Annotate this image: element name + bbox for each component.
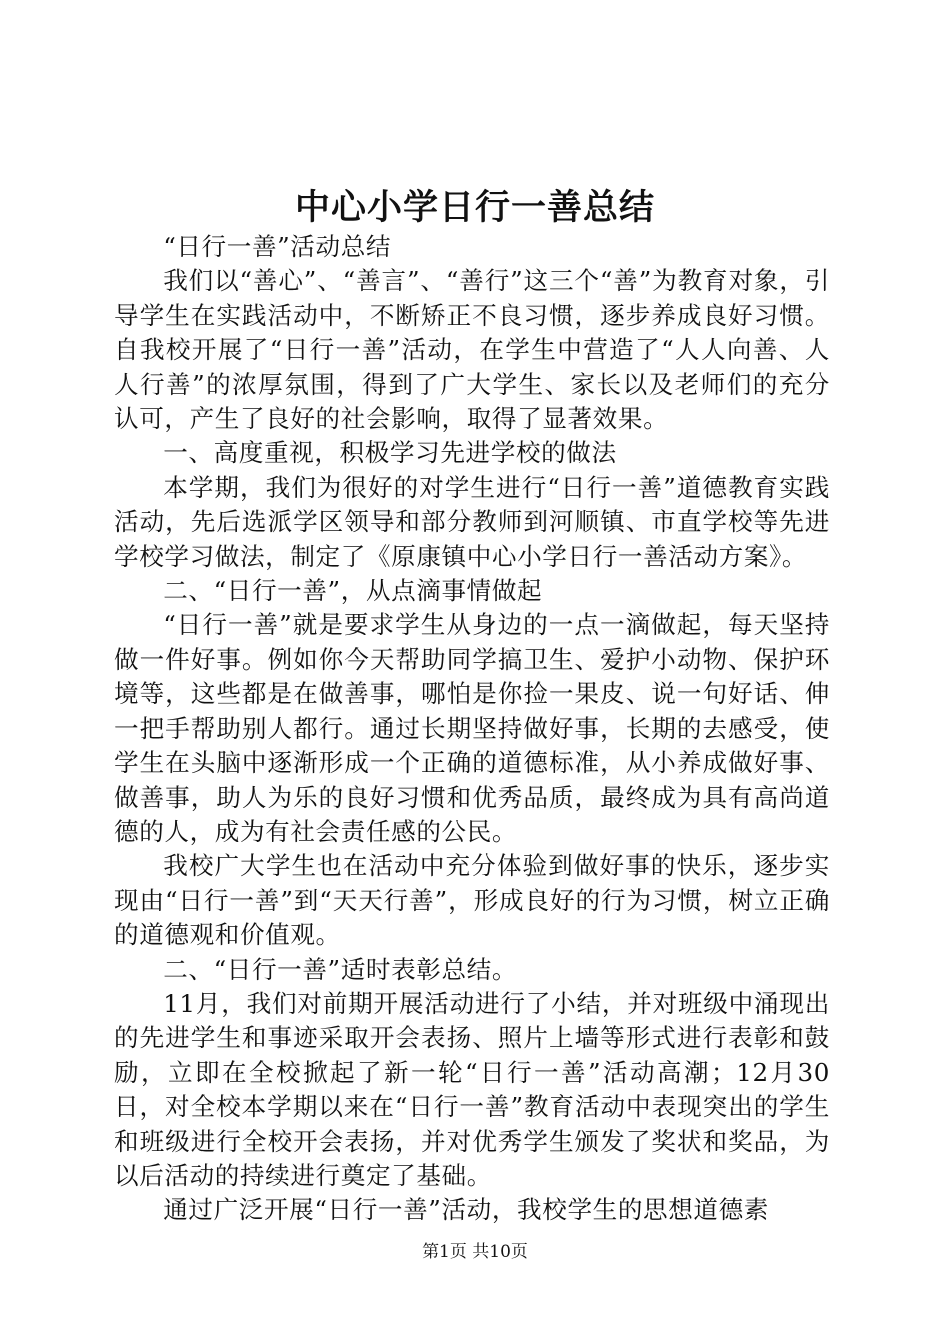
paragraph: 我校广大学生也在活动中充分体验到做好事的快乐，逐步实现由“日行一善”到“天天行善”，形成良好的行为习惯，树立正确的道德观和价值观。: [114, 851, 830, 950]
section-heading: 二、“日行一善”适时表彰总结。: [163, 954, 518, 984]
section-heading: 一、高度重视，积极学习先进学校的做法: [163, 438, 617, 468]
paragraph-subtitle: “日行一善”活动总结: [163, 232, 392, 261]
document-body: [114, 230, 830, 1228]
paragraph: 通过广泛开展“日行一善”活动，我校学生的思想道德素: [163, 1195, 769, 1225]
paragraph: 本学期，我们为很好的对学生进行“日行一善”道德教育实践活动，先后选派学区领导和部分教师到河顺镇、市直学校等先进学校学习做法，制定了《原康镇中心小学日行一善活动方案》。: [114, 472, 830, 571]
paragraph: “日行一善”就是要求学生从身边的一点一滴做起，每天坚持做一件好事。例如你今天帮助同学搞卫生、爱护小动物、保护环境等，这些都是在做善事，哪怕是你捡一果皮、说一句好话、伸一把手帮助别人都行。通过长期坚持做好事，长期的去感受，使学生在头脑中逐渐形成一个正确的道德标准，从小养成做好事、做善事，助人为乐的良好习惯和优秀品质，最终成为具有高尚道德的人，成为有社会责任感的公民。: [114, 610, 830, 846]
page-indicator: 第1页 共10页: [422, 1242, 528, 1262]
paragraph: 我们以“善心”、“善言”、“善行”这三个“善”为教育对象，引导学生在实践活动中，不断矫正不良习惯，逐步养成良好习惯。自我校开展了“日行一善”活动，在学生中营造了“人人向善、人人行善”的浓厚氛围，得到了广大学生、家长以及老师们的充分认可，产生了良好的社会影响，取得了显著效果。: [114, 266, 830, 434]
page-title: 中心小学日行一善总结: [294, 187, 655, 228]
section-heading: 二、“日行一善”，从点滴事情做起: [163, 576, 543, 606]
paragraph: 11月，我们对前期开展活动进行了小结，并对班级中涌现出的先进学生和事迹采取开会表扬、照片上墙等形式进行表彰和鼓励，立即在全校掀起了新一轮“日行一善”活动高潮；12月30日，对全校本学期以来在“日行一善”教育活动中表现突出的学生和班级进行全校开会表扬，并对优秀学生颁发了奖状和奖品，为以后活动的持续进行奠定了基础。: [114, 988, 830, 1190]
